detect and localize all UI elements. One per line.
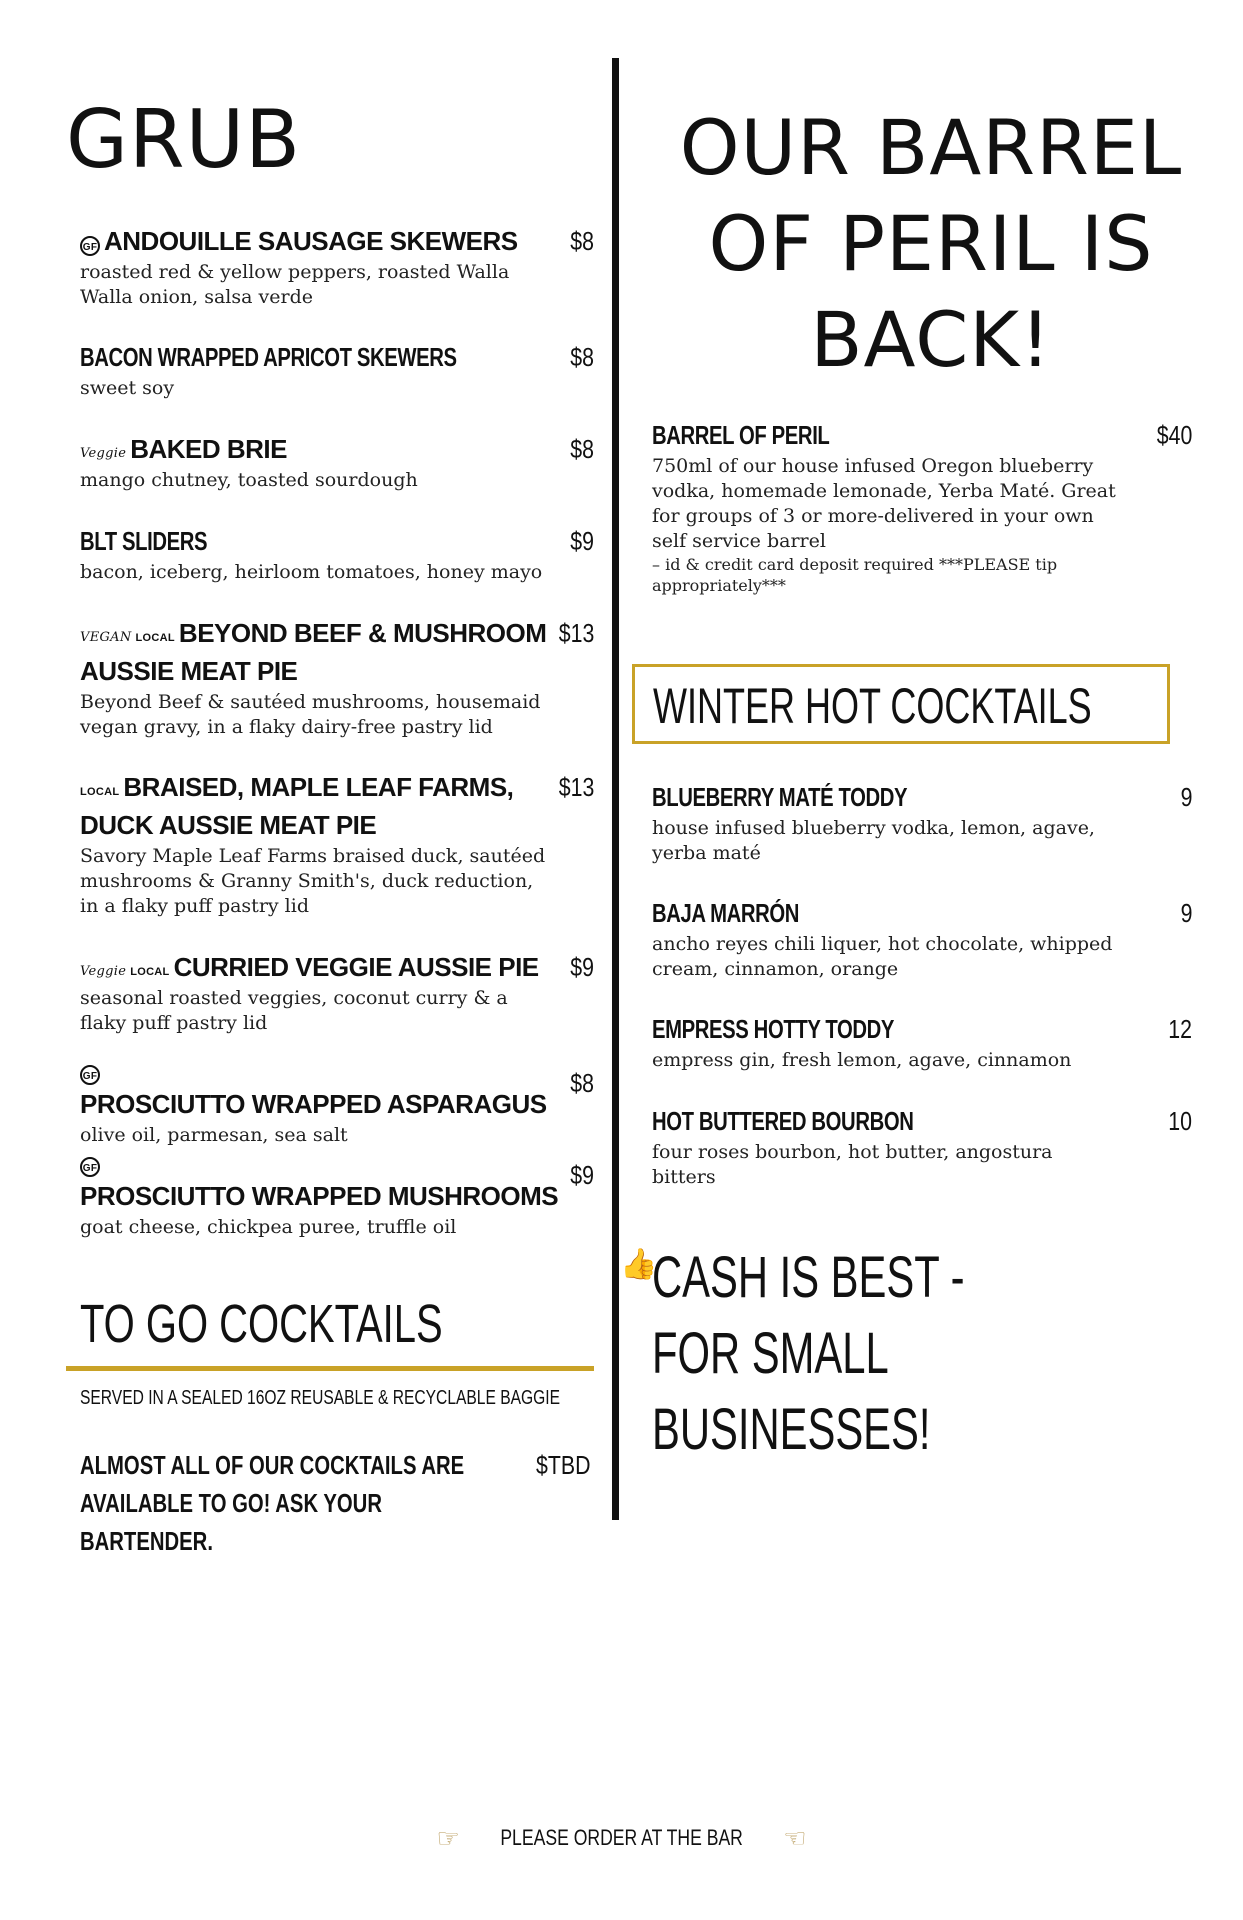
item-price: 12 xyxy=(1168,1014,1192,1044)
item-price: $9 xyxy=(570,1160,594,1190)
item-description: empress gin, fresh lemon, agave, cinnamon xyxy=(652,1049,1072,1071)
item-description: Savory Maple Leaf Farms braised duck, sautéed mushrooms & Granny Smith's, duck reduction, in a flaky puff pastry lid xyxy=(80,845,546,917)
menu-item-barrel-of-peril xyxy=(652,416,1192,596)
footer-text: PLEASE ORDER AT THE BAR xyxy=(500,1825,743,1851)
item-price: 10 xyxy=(1168,1106,1192,1136)
thumbs-up-icon: 👍 xyxy=(620,1247,658,1282)
item-name: HOT BUTTERED BOURBON xyxy=(652,1106,914,1136)
item-description: bacon, iceberg, heirloom tomatoes, honey mayo xyxy=(80,561,543,583)
item-price: $8 xyxy=(570,1068,594,1098)
menu-item-blt-sliders xyxy=(80,522,594,585)
item-name: PROSCIUTTO WRAPPED MUSHROOMS xyxy=(80,1180,559,1211)
menu-item-baja-marron xyxy=(652,894,1192,982)
gluten-free-icon: GF xyxy=(80,236,100,256)
barrel-heading: OUR BARREL OF PERIL IS BACK! xyxy=(679,103,1183,384)
veggie-icon: Veggie xyxy=(80,964,127,979)
gluten-free-icon: GF xyxy=(80,1157,100,1177)
menu-item-baked-brie xyxy=(80,430,594,493)
item-price: $13 xyxy=(558,772,594,802)
togo-price: $TBD xyxy=(536,1450,591,1480)
menu-item-blueberry-toddy xyxy=(652,778,1192,866)
item-name: EMPRESS HOTTY TODDY xyxy=(652,1014,895,1044)
item-name: BAKED BRIE xyxy=(130,434,287,464)
menu-item-prosciutto-asparagus xyxy=(80,1064,594,1148)
menu-item-bacon-apricot xyxy=(80,338,594,401)
vegan-icon: VEGAN xyxy=(80,630,132,645)
item-description: Beyond Beef & sautéed mushrooms, housemaid vegan gravy, in a flaky dairy-free pastry lid xyxy=(80,691,541,738)
local-icon: LOCAL xyxy=(80,785,120,798)
item-name: CURRIED VEGGIE AUSSIE PIE xyxy=(173,952,539,982)
grub-title: GRUB xyxy=(66,93,302,186)
item-description: 750ml of our house infused Oregon blueberry vodka, homemade lemonade, Yerba Maté. Great for groups of 3 or more-delivered in your own self service barrel xyxy=(652,455,1116,552)
menu-item-curried-veggie-pie xyxy=(80,948,594,1036)
togo-note: ALMOST ALL OF OUR COCKTAILS ARE AVAILABLE TO GO! ASK YOUR BARTENDER. xyxy=(80,1450,465,1556)
item-name: BARREL OF PERIL xyxy=(652,420,830,450)
togo-subtitle: SERVED IN A SEALED 16OZ REUSABLE & RECYCLABLE BAGGIE xyxy=(80,1387,561,1409)
item-name: PROSCIUTTO WRAPPED ASPARAGUS xyxy=(80,1088,547,1119)
item-name: BAJA MARRÓN xyxy=(652,898,800,928)
item-price: 9 xyxy=(1180,782,1192,812)
cash-text: CASH IS BEST - FOR SMALL BUSINESSES! xyxy=(652,1245,965,1462)
item-price: $13 xyxy=(558,618,594,648)
togo-title: TO GO COCKTAILS xyxy=(80,1294,443,1354)
item-description: seasonal roasted veggies, coconut curry & a flaky puff pastry lid xyxy=(80,987,508,1034)
footer xyxy=(0,1822,1243,1853)
item-name: BEYOND BEEF & MUSHROOM AUSSIE MEAT PIE xyxy=(80,618,547,686)
menu-item-duck-pie xyxy=(80,768,594,919)
item-price: $8 xyxy=(570,434,594,464)
item-description: roasted red & yellow peppers, roasted Walla Walla onion, salsa verde xyxy=(80,261,510,308)
item-name: BLT SLIDERS xyxy=(80,526,208,556)
veggie-icon: Veggie xyxy=(80,446,127,461)
item-name: ANDOUILLE SAUSAGE SKEWERS xyxy=(104,226,518,256)
menu-item-beyond-beef-pie xyxy=(80,614,594,740)
item-price: $40 xyxy=(1156,420,1192,450)
winter-cocktails-title: WINTER HOT COCKTAILS xyxy=(653,678,1092,734)
menu-item-hot-buttered-bourbon xyxy=(652,1102,1192,1190)
item-description: sweet soy xyxy=(80,377,175,399)
item-description: mango chutney, toasted sourdough xyxy=(80,469,418,491)
drinks-column xyxy=(620,0,1243,1560)
item-name: BRAISED, MAPLE LEAF FARMS, DUCK AUSSIE MEAT PIE xyxy=(80,772,514,840)
column-divider xyxy=(612,58,619,1520)
item-price: 9 xyxy=(1180,898,1192,928)
item-description: ancho reyes chili liquer, hot chocolate, whipped cream, cinnamon, orange xyxy=(652,933,1113,980)
item-name: BLUEBERRY MATÉ TODDY xyxy=(652,782,908,812)
item-description: house infused blueberry vodka, lemon, agave, yerba maté xyxy=(652,817,1095,864)
menu-item-andouille xyxy=(80,222,594,310)
menu-item-prosciutto-mushrooms xyxy=(80,1156,594,1240)
item-price: $9 xyxy=(570,526,594,556)
item-description: goat cheese, chickpea puree, truffle oil xyxy=(80,1215,457,1238)
item-description: olive oil, parmesan, sea salt xyxy=(80,1123,348,1146)
menu-item-empress-toddy xyxy=(652,1010,1192,1073)
barrel-note: – id & credit card deposit required ***PLEASE tip appropriately*** xyxy=(652,555,1058,595)
pointing-right-icon: ☞ xyxy=(436,1823,460,1854)
item-name: BACON WRAPPED APRICOT SKEWERS xyxy=(80,342,457,372)
pointing-left-icon: ☜ xyxy=(783,1823,807,1854)
grub-column xyxy=(0,0,612,1560)
item-description: four roses bourbon, hot butter, angostura bitters xyxy=(652,1141,1053,1188)
local-icon: LOCAL xyxy=(130,965,170,978)
togo-divider xyxy=(66,1366,594,1371)
item-price: $8 xyxy=(570,226,594,256)
item-price: $8 xyxy=(570,342,594,372)
winter-cocktails-header xyxy=(632,664,1170,744)
gluten-free-icon: GF xyxy=(80,1065,100,1085)
item-price: $9 xyxy=(570,952,594,982)
local-icon: LOCAL xyxy=(135,631,175,644)
